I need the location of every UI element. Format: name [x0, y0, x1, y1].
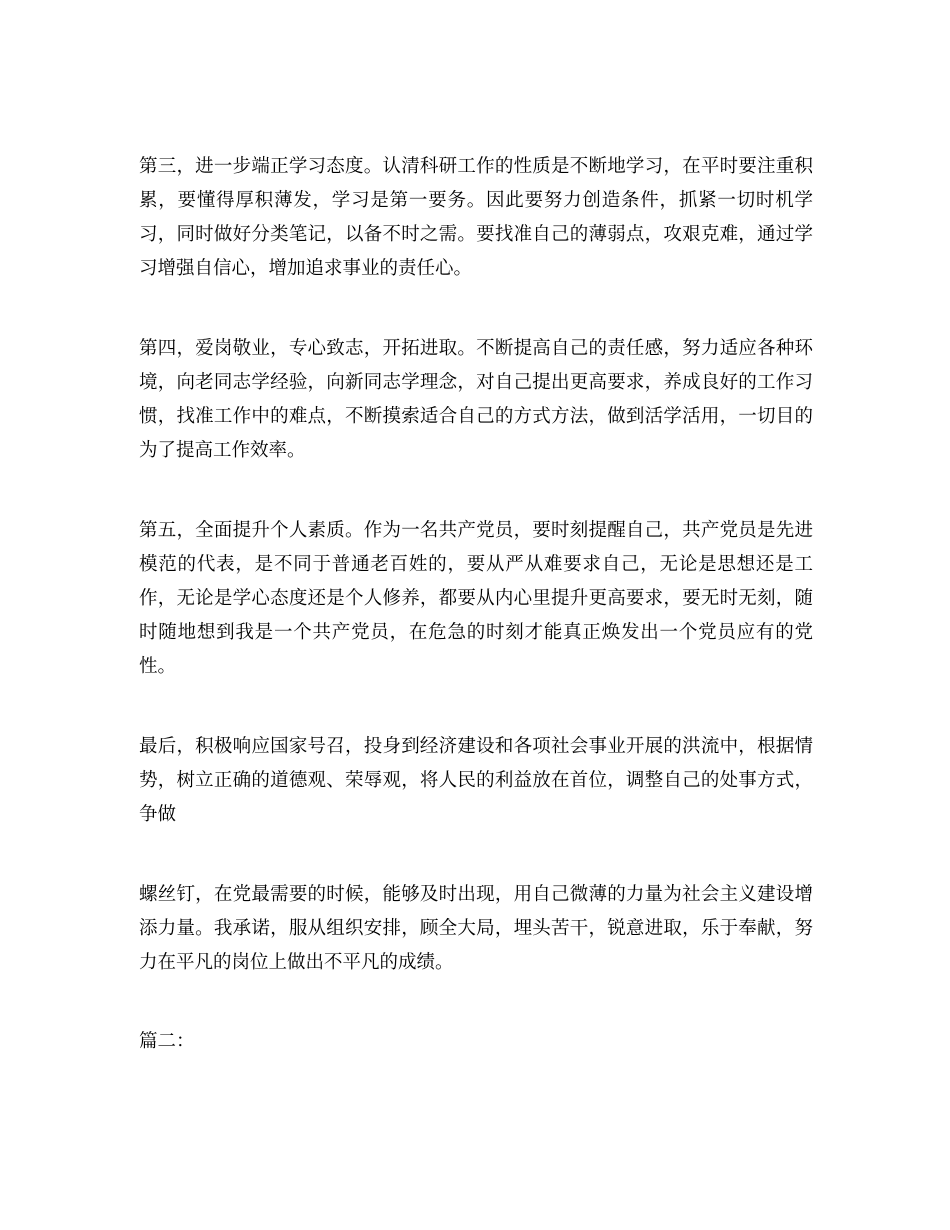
section-heading-part-two: 篇二： — [139, 1031, 195, 1052]
paragraph-continuation: 螺丝钉，在党最需要的时候，能够及时出现，用自己微薄的力量为社会主义建设增添力量。我承诺，服从组织安排，顾全大局，埋头苦干，锐意进取，乐于奉献，努力在平凡的岗位上做出不平凡的成绩。 — [139, 884, 813, 973]
paragraph-finally: 最后，积极响应国家号召，投身到经济建设和各项社会事业开展的洪流中，根据情势，树立正确的道德观、荣辱观，将人民的利益放在首位，调整自己的处事方式，争做 — [139, 736, 813, 825]
paragraph-fifth-point: 第五，全面提升个人素质。作为一名共产党员，要时刻提醒自己，共产党员是先进模范的代表，是不同于普通老百姓的，要从严从难要求自己，无论是思想还是工作，无论是学心态度还是个人修养，都要从内心里提升更高要求，要无时无刻，随时随地想到我是一个共产党员，在危急的时刻才能真正焕发出一个党员应有的党性。 — [139, 520, 813, 677]
paragraph-third-point: 第三，进一步端正学习态度。认清科研工作的性质是不断地学习，在平时要注重积累，要懂得厚积薄发，学习是第一要务。因此要努力创造条件，抓紧一切时机学习，同时做好分类笔记，以备不时之需。要找准自己的薄弱点，攻艰克难，通过学习增强自信心，增加追求事业的责任心。 — [139, 156, 813, 279]
paragraph-fourth-point: 第四，爱岗敬业，专心致志，开拓进取。不断提高自己的责任感，努力适应各种环境，向老同志学经验，向新同志学理念，对自己提出更高要求，养成良好的工作习惯，找准工作中的难点，不断摸索适合自己的方式方法，做到活学活用，一切目的为了提高工作效率。 — [139, 338, 813, 461]
